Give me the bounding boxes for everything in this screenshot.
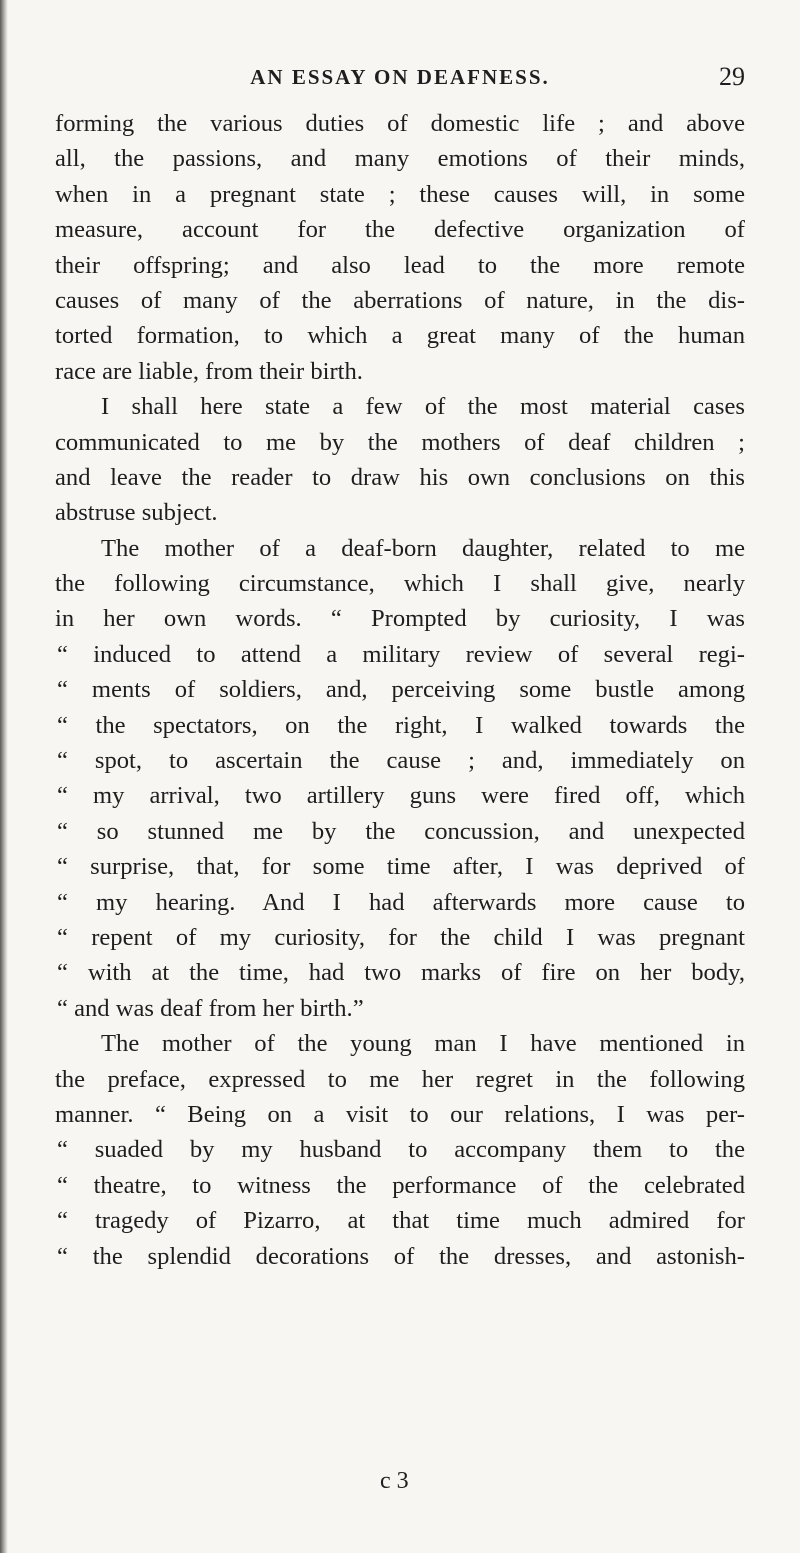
quoted-line: “ spot, to ascertain the cause ; and, immediately on xyxy=(57,747,745,775)
quoted-line: “ so stunned me by the concussion, and unexpected xyxy=(57,817,745,845)
text-line: and leave the reader to draw his own conclusions on this xyxy=(55,463,745,491)
page-gutter-shadow xyxy=(0,0,8,1553)
quoted-line: “ tragedy of Pizarro, at that time much admired for xyxy=(57,1207,745,1235)
quoted-line: “ induced to attend a military review of several regi- xyxy=(57,640,745,668)
quoted-line: “ theatre, to witness the performance of the celebrated xyxy=(57,1171,745,1199)
page-number: 29 xyxy=(719,62,745,91)
quoted-line: “ with at the time, had two marks of fire on her body, xyxy=(57,959,745,987)
text-line: their offspring; and also lead to the more remote xyxy=(55,251,745,279)
running-head xyxy=(0,62,800,98)
body-text xyxy=(55,106,745,1274)
text-line: all, the passions, and many emotions of their minds, xyxy=(55,145,745,173)
running-title: AN ESSAY ON DEAFNESS. xyxy=(250,65,550,89)
text-line: communicated to me by the mothers of deaf children ; xyxy=(55,428,745,456)
quoted-line: “ the spectators, on the right, I walked towards the xyxy=(57,711,745,739)
text-line: abstruse subject. xyxy=(55,499,218,527)
text-line: race are liable, from their birth. xyxy=(55,357,363,385)
paragraph-start-line: The mother of the young man I have mentioned in xyxy=(101,1030,745,1058)
quoted-line: “ suaded by my husband to accompany them to the xyxy=(57,1136,745,1164)
quoted-line: “ ments of soldiers, and, perceiving some bustle among xyxy=(57,676,745,704)
text-line: forming the various duties of domestic life ; and above xyxy=(55,110,745,137)
text-line: manner. “ Being on a visit to our relations, I was per- xyxy=(55,1100,745,1128)
text-line: torted formation, to which a great many of the human xyxy=(55,322,745,350)
text-line: when in a pregnant state ; these causes will, in some xyxy=(55,180,745,208)
text-line: causes of many of the aberrations of nature, in the dis- xyxy=(55,286,745,314)
text-line: the preface, expressed to me her regret in the following xyxy=(55,1065,745,1093)
paragraph-start-line: The mother of a deaf-born daughter, related to me xyxy=(101,534,745,562)
quoted-line: “ surprise, that, for some time after, I was deprived of xyxy=(57,853,745,881)
text-line: measure, account for the defective organization of xyxy=(55,216,745,244)
quoted-line: “ my arrival, two artillery guns were fired off, which xyxy=(57,782,745,810)
text-line: the following circumstance, which I shall give, nearly xyxy=(55,570,745,598)
quoted-line: “ my hearing. And I had afterwards more cause to xyxy=(57,888,745,916)
signature-mark: c 3 xyxy=(380,1468,409,1494)
paragraph-start-line: I shall here state a few of the most material cases xyxy=(101,393,745,421)
quoted-line: “ repent of my curiosity, for the child I was pregnant xyxy=(57,923,745,951)
quoted-line: “ the splendid decorations of the dresses, and astonish- xyxy=(57,1242,745,1270)
text-line: in her own words. “ Prompted by curiosity, I was xyxy=(55,605,745,633)
quoted-line: “ and was deaf from her birth.” xyxy=(57,994,364,1022)
